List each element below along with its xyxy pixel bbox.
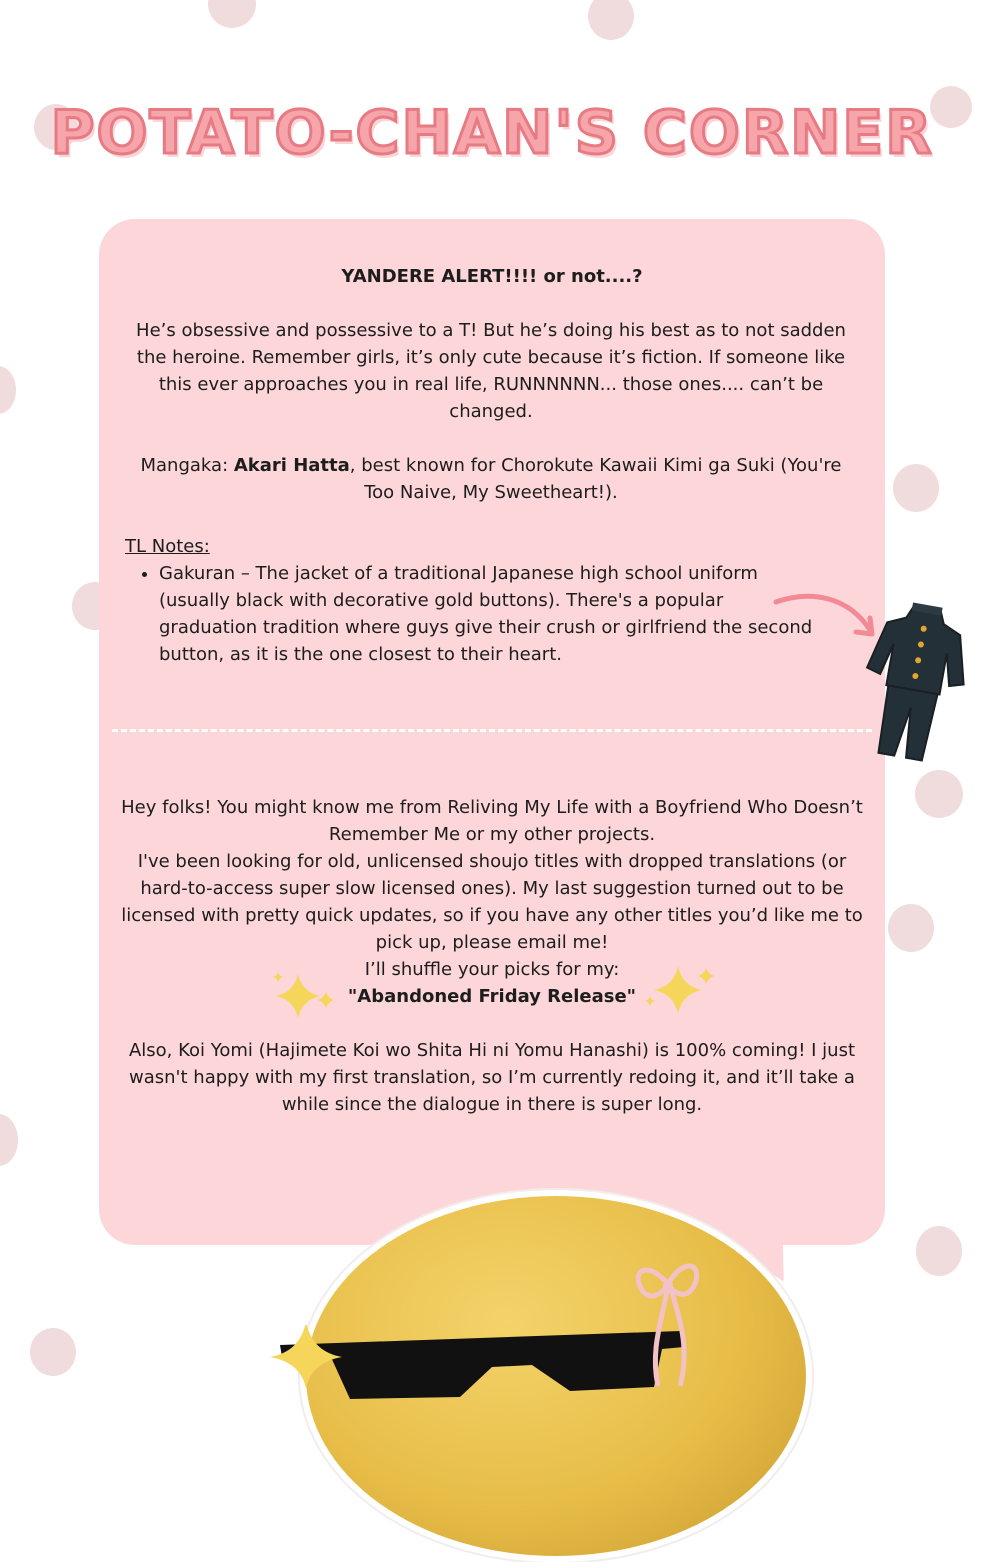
background-dot	[0, 366, 16, 414]
background-dot	[0, 1114, 18, 1166]
tl-notes-label: TL Notes:	[125, 536, 210, 557]
background-dot	[30, 1328, 76, 1376]
tl-note-item: • Gakuran – The jacket of a traditional Japanese high school uniform (usually black with decorative gold buttons). There's a popular graduation tradition where guys give their crush or girlfriend the second button, as it is the one closest to their heart.	[159, 560, 819, 668]
intro-paragraph: He’s obsessive and possessive to a T! But he’s doing his best as to not sadden the heroine. Remember girls, it’s only cute because it’s fiction. If someone like this ever approaches you in real life, RUNNNNNN... those ones.... can’t be changed.	[136, 320, 846, 422]
mangaka-paragraph	[130, 452, 852, 506]
announcement-line-2: I've been looking for old, unlicensed shoujo titles with dropped translations (or hard-to-access super slow licensed ones). My last suggestion turned out to be licensed with pretty quick updates, so if you have any other titles you’d like me to pick up, please email me!	[121, 851, 863, 953]
announcement-line-1: Hey folks! You might know me from Reliving My Life with a Boyfriend Who Doesn’t Remember Me or my other projects.	[121, 797, 863, 845]
ribbon-bow-icon	[628, 1240, 708, 1390]
page-title: POTATO-CHAN'S CORNER	[50, 98, 934, 168]
koi-yomi-paragraph: Also, Koi Yomi (Hajimete Koi wo Shita Hi ni Yomu Hanashi) is 100% coming! I just wasn't happy with my first translation, so I’m currently redoing it, and it’ll take a while since the dialogue in there is super long.	[128, 1040, 856, 1115]
mangaka-name: Akari Hatta	[233, 455, 350, 476]
background-dot	[208, 0, 256, 28]
section-heading: YANDERE ALERT!!!! or not....?	[341, 266, 643, 287]
mangaka-prefix: Mangaka:	[140, 455, 234, 476]
gakuran-uniform-icon	[860, 598, 970, 764]
sparkle-icon	[642, 960, 716, 1020]
tl-notes-list	[135, 560, 819, 668]
background-dot	[893, 464, 939, 512]
announcement-line-3: I’ll shuffle your picks for my:	[364, 959, 620, 980]
announcement-paragraph	[120, 794, 864, 1010]
background-dot	[588, 0, 634, 40]
background-dot	[915, 770, 963, 818]
friday-release-label: "Abandoned Friday Release"	[347, 986, 637, 1007]
mangaka-suffix: , best known for Chorokute Kawaii Kimi ga Suki (You're Too Naive, My Sweetheart!).	[349, 455, 842, 503]
sparkle-icon	[268, 970, 338, 1022]
section-divider	[112, 729, 872, 732]
background-dot	[888, 904, 934, 952]
background-dot	[916, 1226, 962, 1276]
